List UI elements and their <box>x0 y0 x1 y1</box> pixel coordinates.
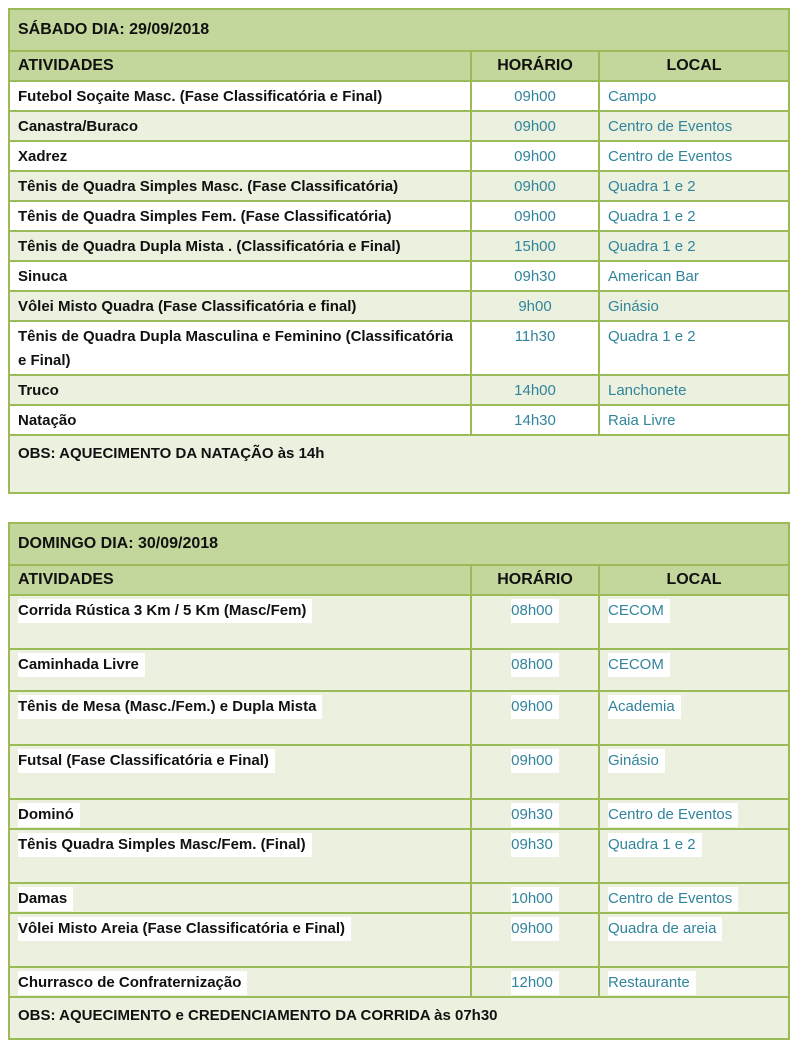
table-row <box>9 649 789 691</box>
activity-text: Damas <box>18 887 73 911</box>
activity-text: Xadrez <box>18 148 68 165</box>
activity-cell <box>9 201 471 231</box>
time-text: 14h00 <box>514 382 556 399</box>
activity-text: Tênis de Mesa (Masc./Fem.) e Dupla Mista <box>18 695 322 719</box>
activity-cell <box>9 745 471 799</box>
location-text: Quadra 1 e 2 <box>608 833 702 857</box>
location-cell <box>599 141 789 171</box>
location-text: Centro de Eventos <box>608 148 733 165</box>
time-text: 09h00 <box>511 749 559 773</box>
activity-text: Natação <box>18 412 77 429</box>
table-row <box>9 967 789 997</box>
location-cell <box>599 883 789 913</box>
time-text: 09h00 <box>514 208 556 225</box>
table-row <box>9 375 789 405</box>
time-text: 12h00 <box>511 971 559 995</box>
time-text: 09h00 <box>511 917 559 941</box>
time-cell <box>471 171 599 201</box>
location-cell <box>599 375 789 405</box>
activity-cell <box>9 799 471 829</box>
activity-cell <box>9 171 471 201</box>
table-row <box>9 141 789 171</box>
location-cell <box>599 291 789 321</box>
activity-text: Corrida Rústica 3 Km / 5 Km (Masc/Fem) <box>18 599 312 623</box>
time-cell <box>471 649 599 691</box>
time-cell <box>471 745 599 799</box>
activity-text: Vôlei Misto Areia (Fase Classificatória e Final) <box>18 917 351 941</box>
table-row <box>9 829 789 883</box>
time-cell <box>471 111 599 141</box>
activity-cell <box>9 883 471 913</box>
activity-cell <box>9 405 471 435</box>
location-text: Lanchonete <box>608 382 687 399</box>
location-text: Campo <box>608 88 657 105</box>
sunday-schedule-table <box>8 522 790 1040</box>
location-cell <box>599 829 789 883</box>
activity-text: Tênis Quadra Simples Masc/Fem. (Final) <box>18 833 312 857</box>
table-row <box>9 745 789 799</box>
time-text: 09h30 <box>514 268 556 285</box>
activity-cell <box>9 649 471 691</box>
table-row <box>9 111 789 141</box>
location-text: Centro de Eventos <box>608 803 738 827</box>
location-cell <box>599 691 789 745</box>
saturday-schedule-table <box>8 8 790 494</box>
header-local: LOCAL <box>599 565 789 595</box>
time-cell <box>471 81 599 111</box>
time-text: 10h00 <box>511 887 559 911</box>
time-cell <box>471 291 599 321</box>
location-text: American Bar <box>608 268 699 285</box>
location-cell <box>599 111 789 141</box>
activity-cell <box>9 291 471 321</box>
activity-text: Tênis de Quadra Dupla Masculina e Feminino (Classificatória e Final) <box>18 328 454 369</box>
activity-text: Futebol Soçaite Masc. (Fase Classificatória e Final) <box>18 88 383 105</box>
location-text: Quadra 1 e 2 <box>608 238 696 255</box>
time-text: 08h00 <box>511 599 559 623</box>
activity-text: Tênis de Quadra Simples Fem. (Fase Classificatória) <box>18 208 392 225</box>
time-text: 09h30 <box>511 833 559 857</box>
activity-cell <box>9 81 471 111</box>
location-text: Centro de Eventos <box>608 118 733 135</box>
time-text: 14h30 <box>514 412 556 429</box>
activity-cell <box>9 595 471 649</box>
location-text: Centro de Eventos <box>608 887 738 911</box>
sunday-obs: OBS: AQUECIMENTO e CREDENCIAMENTO DA CORRIDA às 07h30 <box>9 997 789 1039</box>
location-cell <box>599 405 789 435</box>
activity-text: Dominó <box>18 803 80 827</box>
activity-cell <box>9 231 471 261</box>
table-row <box>9 171 789 201</box>
time-cell <box>471 913 599 967</box>
location-text: Academia <box>608 695 681 719</box>
time-cell <box>471 967 599 997</box>
location-cell <box>599 799 789 829</box>
location-cell <box>599 261 789 291</box>
location-text: Restaurante <box>608 971 696 995</box>
location-text: Quadra 1 e 2 <box>608 328 696 345</box>
sunday-title: DOMINGO DIA: 30/09/2018 <box>9 523 789 565</box>
activity-cell <box>9 111 471 141</box>
location-text: CECOM <box>608 653 670 677</box>
saturday-obs <box>9 435 789 493</box>
activity-text: Tênis de Quadra Dupla Mista . (Classificatória e Final) <box>18 238 401 255</box>
location-cell <box>599 649 789 691</box>
time-text: 11h30 <box>514 328 556 345</box>
activity-cell <box>9 691 471 745</box>
header-horario: HORÁRIO <box>471 565 599 595</box>
location-text: Quadra 1 e 2 <box>608 208 696 225</box>
location-cell <box>599 745 789 799</box>
time-cell <box>471 405 599 435</box>
location-cell <box>599 321 789 375</box>
header-horario: HORÁRIO <box>471 51 599 81</box>
time-cell <box>471 829 599 883</box>
table-row <box>9 81 789 111</box>
time-cell <box>471 691 599 745</box>
location-text: Quadra de areia <box>608 917 722 941</box>
time-text: 08h00 <box>511 653 559 677</box>
time-text: 9h00 <box>518 298 552 315</box>
time-cell <box>471 141 599 171</box>
activity-text: Tênis de Quadra Simples Masc. (Fase Classificatória) <box>18 178 399 195</box>
table-row <box>9 691 789 745</box>
time-text: 09h00 <box>514 148 556 165</box>
activity-cell <box>9 829 471 883</box>
table-row <box>9 261 789 291</box>
activity-cell <box>9 375 471 405</box>
table-row <box>9 883 789 913</box>
time-text: 09h00 <box>511 695 559 719</box>
location-text: Ginásio <box>608 749 665 773</box>
time-cell <box>471 883 599 913</box>
activity-cell <box>9 913 471 967</box>
header-atividades: ATIVIDADES <box>9 51 471 81</box>
location-text: Raia Livre <box>608 412 676 429</box>
activity-text: Caminhada Livre <box>18 653 145 677</box>
time-cell <box>471 799 599 829</box>
header-local: LOCAL <box>599 51 789 81</box>
activity-text: Sinuca <box>18 268 68 285</box>
time-cell <box>471 201 599 231</box>
activity-cell <box>9 967 471 997</box>
header-atividades: ATIVIDADES <box>9 565 471 595</box>
table-row <box>9 291 789 321</box>
activity-text: Vôlei Misto Quadra (Fase Classificatória e final) <box>18 298 357 315</box>
time-cell <box>471 321 599 375</box>
table-row <box>9 231 789 261</box>
time-text: 09h00 <box>514 88 556 105</box>
location-text: Ginásio <box>608 298 659 315</box>
location-cell <box>599 967 789 997</box>
activity-text: Churrasco de Confraternização <box>18 971 247 995</box>
activity-cell <box>9 261 471 291</box>
location-cell <box>599 595 789 649</box>
location-cell <box>599 231 789 261</box>
table-row <box>9 405 789 435</box>
activity-text: Canastra/Buraco <box>18 118 139 135</box>
saturday-obs-text: OBS: AQUECIMENTO DA NATAÇÃO às 14h <box>18 445 325 462</box>
activity-text: Truco <box>18 382 59 399</box>
time-cell <box>471 595 599 649</box>
time-text: 09h00 <box>514 178 556 195</box>
time-text: 15h00 <box>514 238 556 255</box>
location-text: Quadra 1 e 2 <box>608 178 696 195</box>
table-row <box>9 913 789 967</box>
activity-text: Futsal (Fase Classificatória e Final) <box>18 749 275 773</box>
activity-cell <box>9 141 471 171</box>
location-text: CECOM <box>608 599 670 623</box>
time-cell <box>471 261 599 291</box>
time-text: 09h00 <box>514 118 556 135</box>
saturday-title: SÁBADO DIA: 29/09/2018 <box>9 9 789 51</box>
location-cell <box>599 171 789 201</box>
time-cell <box>471 375 599 405</box>
location-cell <box>599 81 789 111</box>
time-cell <box>471 231 599 261</box>
table-row <box>9 799 789 829</box>
table-row <box>9 321 789 375</box>
activity-cell <box>9 321 471 375</box>
table-row <box>9 595 789 649</box>
time-text: 09h30 <box>511 803 559 827</box>
table-row <box>9 201 789 231</box>
location-cell <box>599 913 789 967</box>
location-cell <box>599 201 789 231</box>
